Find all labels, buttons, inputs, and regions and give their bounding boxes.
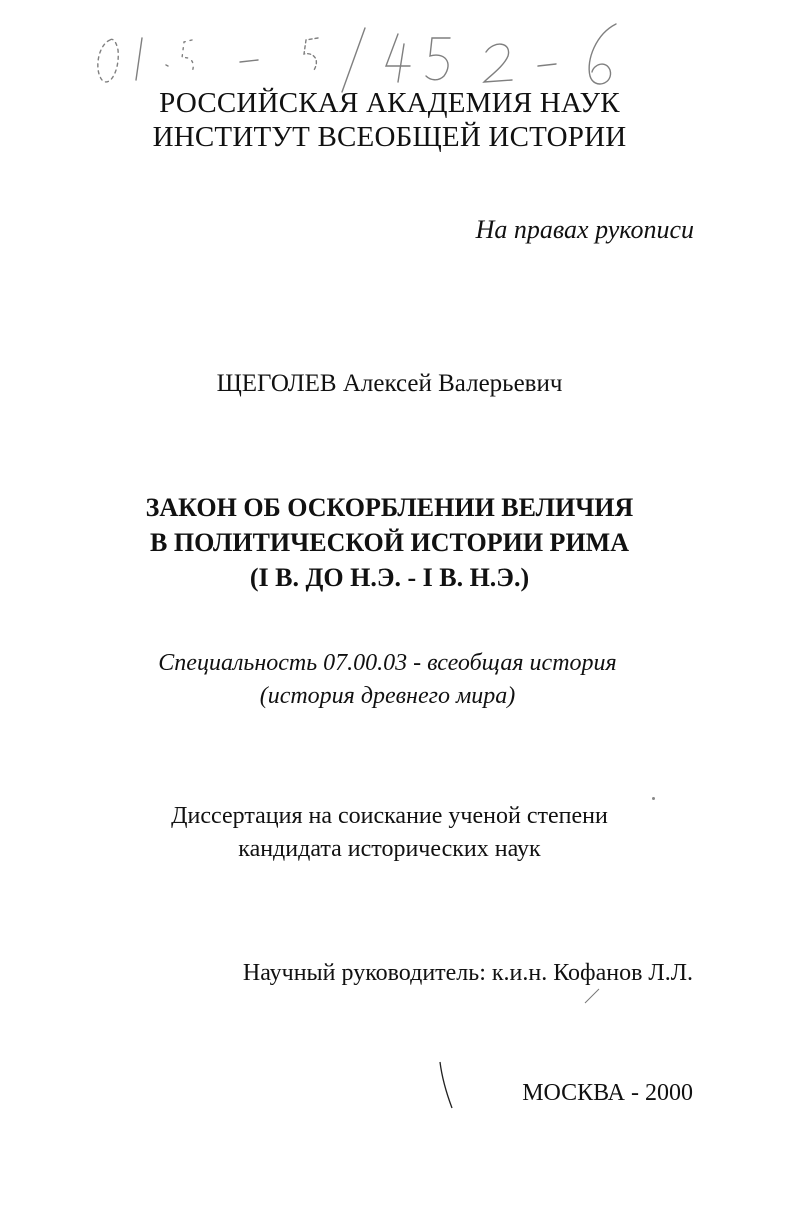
title-line-1: ЗАКОН ОБ ОСКОРБЛЕНИИ ВЕЛИЧИЯ xyxy=(145,493,634,522)
manuscript-note: На правах рукописи xyxy=(475,215,694,244)
dissertation-line-2: кандидата исторических наук xyxy=(238,836,541,862)
stray-pen-stroke xyxy=(436,1060,456,1110)
title-line-3: (I В. ДО Н.Э. - I В. Н.Э.) xyxy=(249,563,530,592)
city-year: МОСКВА - 2000 xyxy=(522,1080,693,1106)
author-name: ЩЕГОЛЕВ Алексей Валерьевич xyxy=(216,370,563,397)
stray-tick-mark xyxy=(583,985,603,1005)
specialty-line-2: (история древнего мира) xyxy=(259,683,516,709)
supervisor: Научный руководитель: к.и.н. Кофанов Л.Л. xyxy=(242,960,693,986)
dissertation-line-1: Диссертация на соискание ученой степени xyxy=(171,803,608,829)
stray-dot xyxy=(652,797,655,800)
institution-line-1: РОССИЙСКАЯ АКАДЕМИЯ НАУК xyxy=(159,87,620,119)
specialty-line-1: Специальность 07.00.03 - всеобщая история xyxy=(158,650,617,676)
institution-line-2: ИНСТИТУТ ВСЕОБЩЕЙ ИСТОРИИ xyxy=(152,121,627,153)
title-line-2: В ПОЛИТИЧЕСКОЙ ИСТОРИИ РИМА xyxy=(150,528,629,557)
